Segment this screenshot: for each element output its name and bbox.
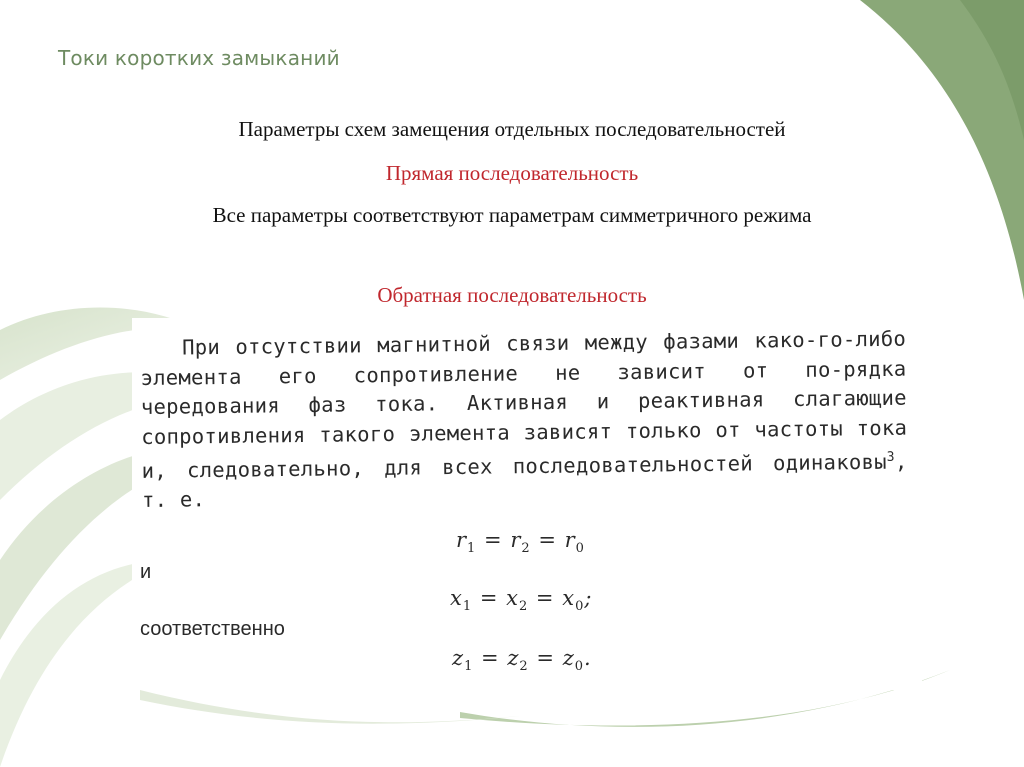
section-heading: Параметры схем замещения отдельных последовательностей — [238, 117, 786, 141]
word-and: и — [140, 561, 152, 583]
scanned-paragraph — [140, 325, 908, 516]
word-respectively: соответственно — [140, 618, 285, 640]
scanned-excerpt — [132, 318, 922, 690]
positive-sequence-heading: Прямая последовательность — [385, 161, 639, 185]
paragraph-text: При отсутствии магнитной связи между фазами како-го-либо элемента его сопротивление не зависит от по-рядка чередования фаз тока. Активная и реактивная слагающие сопротивления такого элемента зависят только от частоты тока и, следовательно, для всех последовательностей одинаковы — [140, 326, 908, 483]
slide-title: Токи коротких замыканий — [58, 46, 340, 70]
equation-r: $r_1 = r_2 = r_0$ — [456, 528, 585, 557]
footnote-mark: 3 — [886, 449, 895, 465]
negative-sequence-heading: Обратная последовательность — [377, 283, 647, 307]
positive-sequence-text: Все параметры соответствуют параметрам симметричного режима — [212, 203, 812, 227]
equation-x: $x_1 = x_2 = x_0$; — [450, 586, 593, 615]
paragraph-tail: , т. е. — [141, 449, 908, 513]
equation-z: $z_1 = z_2 = z_0$. — [452, 646, 592, 675]
